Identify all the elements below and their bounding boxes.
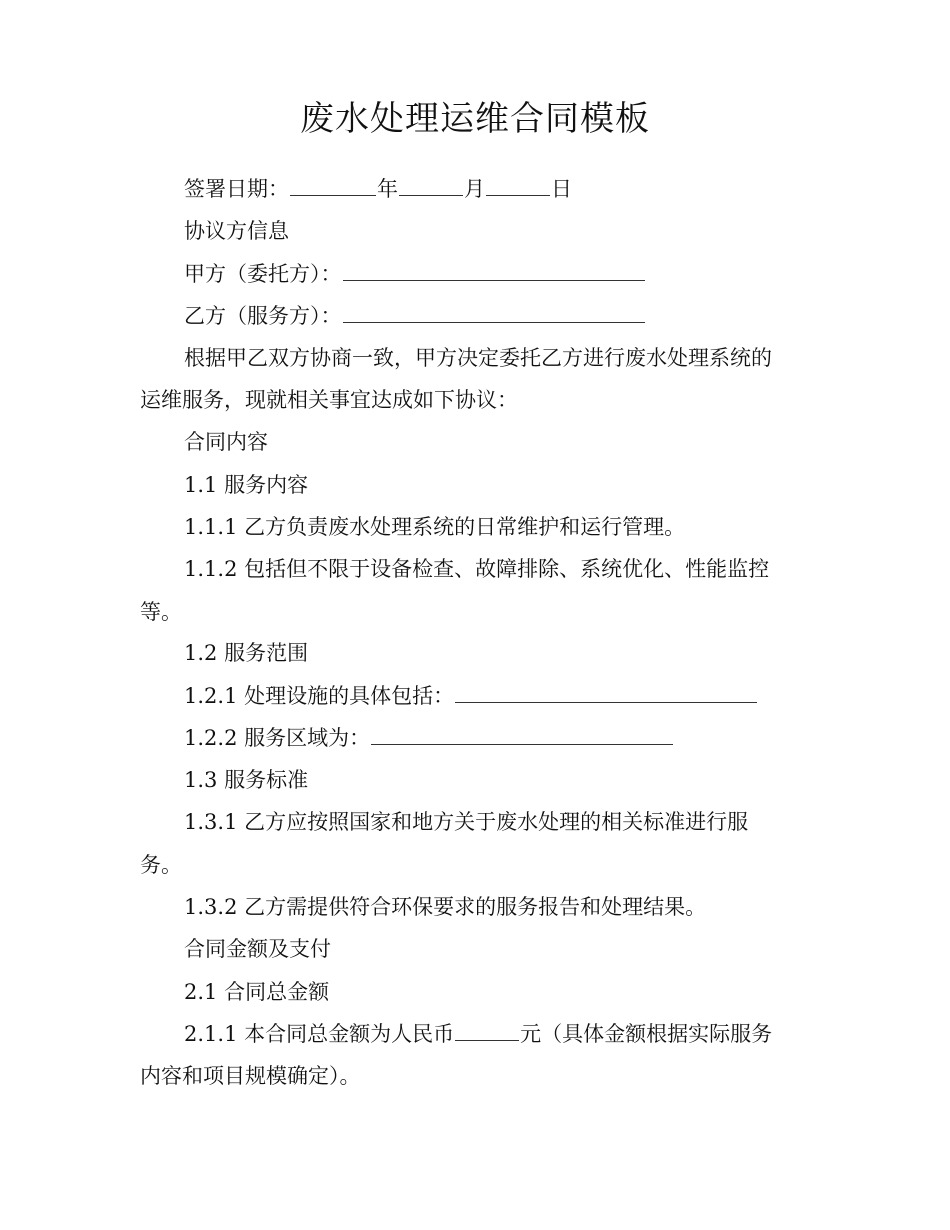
party-a-blank[interactable] [343, 258, 645, 281]
clause-1-3-2: 1.3.2 乙方需提供符合环保要求的服务报告和处理结果。 [184, 895, 707, 919]
sign-month-label: 月 [464, 177, 485, 201]
clause-1-2-1 [184, 680, 758, 712]
party-b-blank[interactable] [343, 300, 645, 323]
sign-year-label: 年 [377, 177, 398, 201]
clause-1-1-2-line-2: 等。 [140, 600, 182, 624]
sign-year-blank[interactable] [290, 173, 376, 196]
clause-1-2: 1.2 服务范围 [184, 641, 309, 665]
sign-day-label: 日 [551, 177, 572, 201]
document-title: 废水处理运维合同模板 [300, 99, 650, 139]
facilities-blank[interactable] [455, 680, 757, 703]
clause-2-1: 2.1 合同总金额 [184, 980, 330, 1004]
section-2-heading: 合同金额及支付 [184, 937, 331, 961]
party-a-line [184, 258, 646, 290]
service-area-blank[interactable] [371, 722, 673, 745]
clause-2-1-1-suffix: 元（具体金额根据实际服务 [520, 1022, 773, 1046]
party-a-label: 甲方（委托方）： [184, 262, 342, 286]
sign-date-label: 签署日期： [184, 177, 289, 201]
amount-blank[interactable] [455, 1018, 519, 1041]
clause-2-1-1-line-1 [184, 1018, 772, 1050]
clause-1-1-2-line-1: 1.1.2 包括但不限于设备检查、故障排除、系统优化、性能监控 [184, 557, 770, 581]
clause-1-2-1-label: 1.2.1 处理设施的具体包括： [184, 684, 455, 708]
clause-1-3: 1.3 服务标准 [184, 768, 309, 792]
section-1-heading: 合同内容 [184, 430, 268, 454]
sign-date-line [184, 173, 572, 205]
clause-1-2-2 [184, 722, 674, 754]
clause-1-1-1: 1.1.1 乙方负责废水处理系统的日常维护和运行管理。 [184, 515, 686, 539]
clause-1-3-1-line-2: 务。 [140, 853, 182, 877]
clause-1-3-1-line-1: 1.3.1 乙方应按照国家和地方关于废水处理的相关标准进行服 [184, 810, 749, 834]
sign-day-blank[interactable] [486, 173, 550, 196]
preamble-line-2: 运维服务，现就相关事宜达成如下协议： [140, 388, 518, 412]
clause-2-1-1-line-2: 内容和项目规模确定）。 [140, 1064, 361, 1088]
sign-month-blank[interactable] [399, 173, 463, 196]
clause-2-1-1-prefix: 2.1.1 本合同总金额为人民币 [184, 1022, 455, 1046]
parties-heading: 协议方信息 [184, 219, 289, 243]
party-b-label: 乙方（服务方）： [184, 304, 342, 328]
preamble-line-1: 根据甲乙双方协商一致，甲方决定委托乙方进行废水处理系统的 [184, 346, 772, 370]
clause-1-2-2-label: 1.2.2 服务区域为： [184, 726, 371, 750]
clause-1-1: 1.1 服务内容 [184, 473, 309, 497]
party-b-line [184, 300, 646, 332]
